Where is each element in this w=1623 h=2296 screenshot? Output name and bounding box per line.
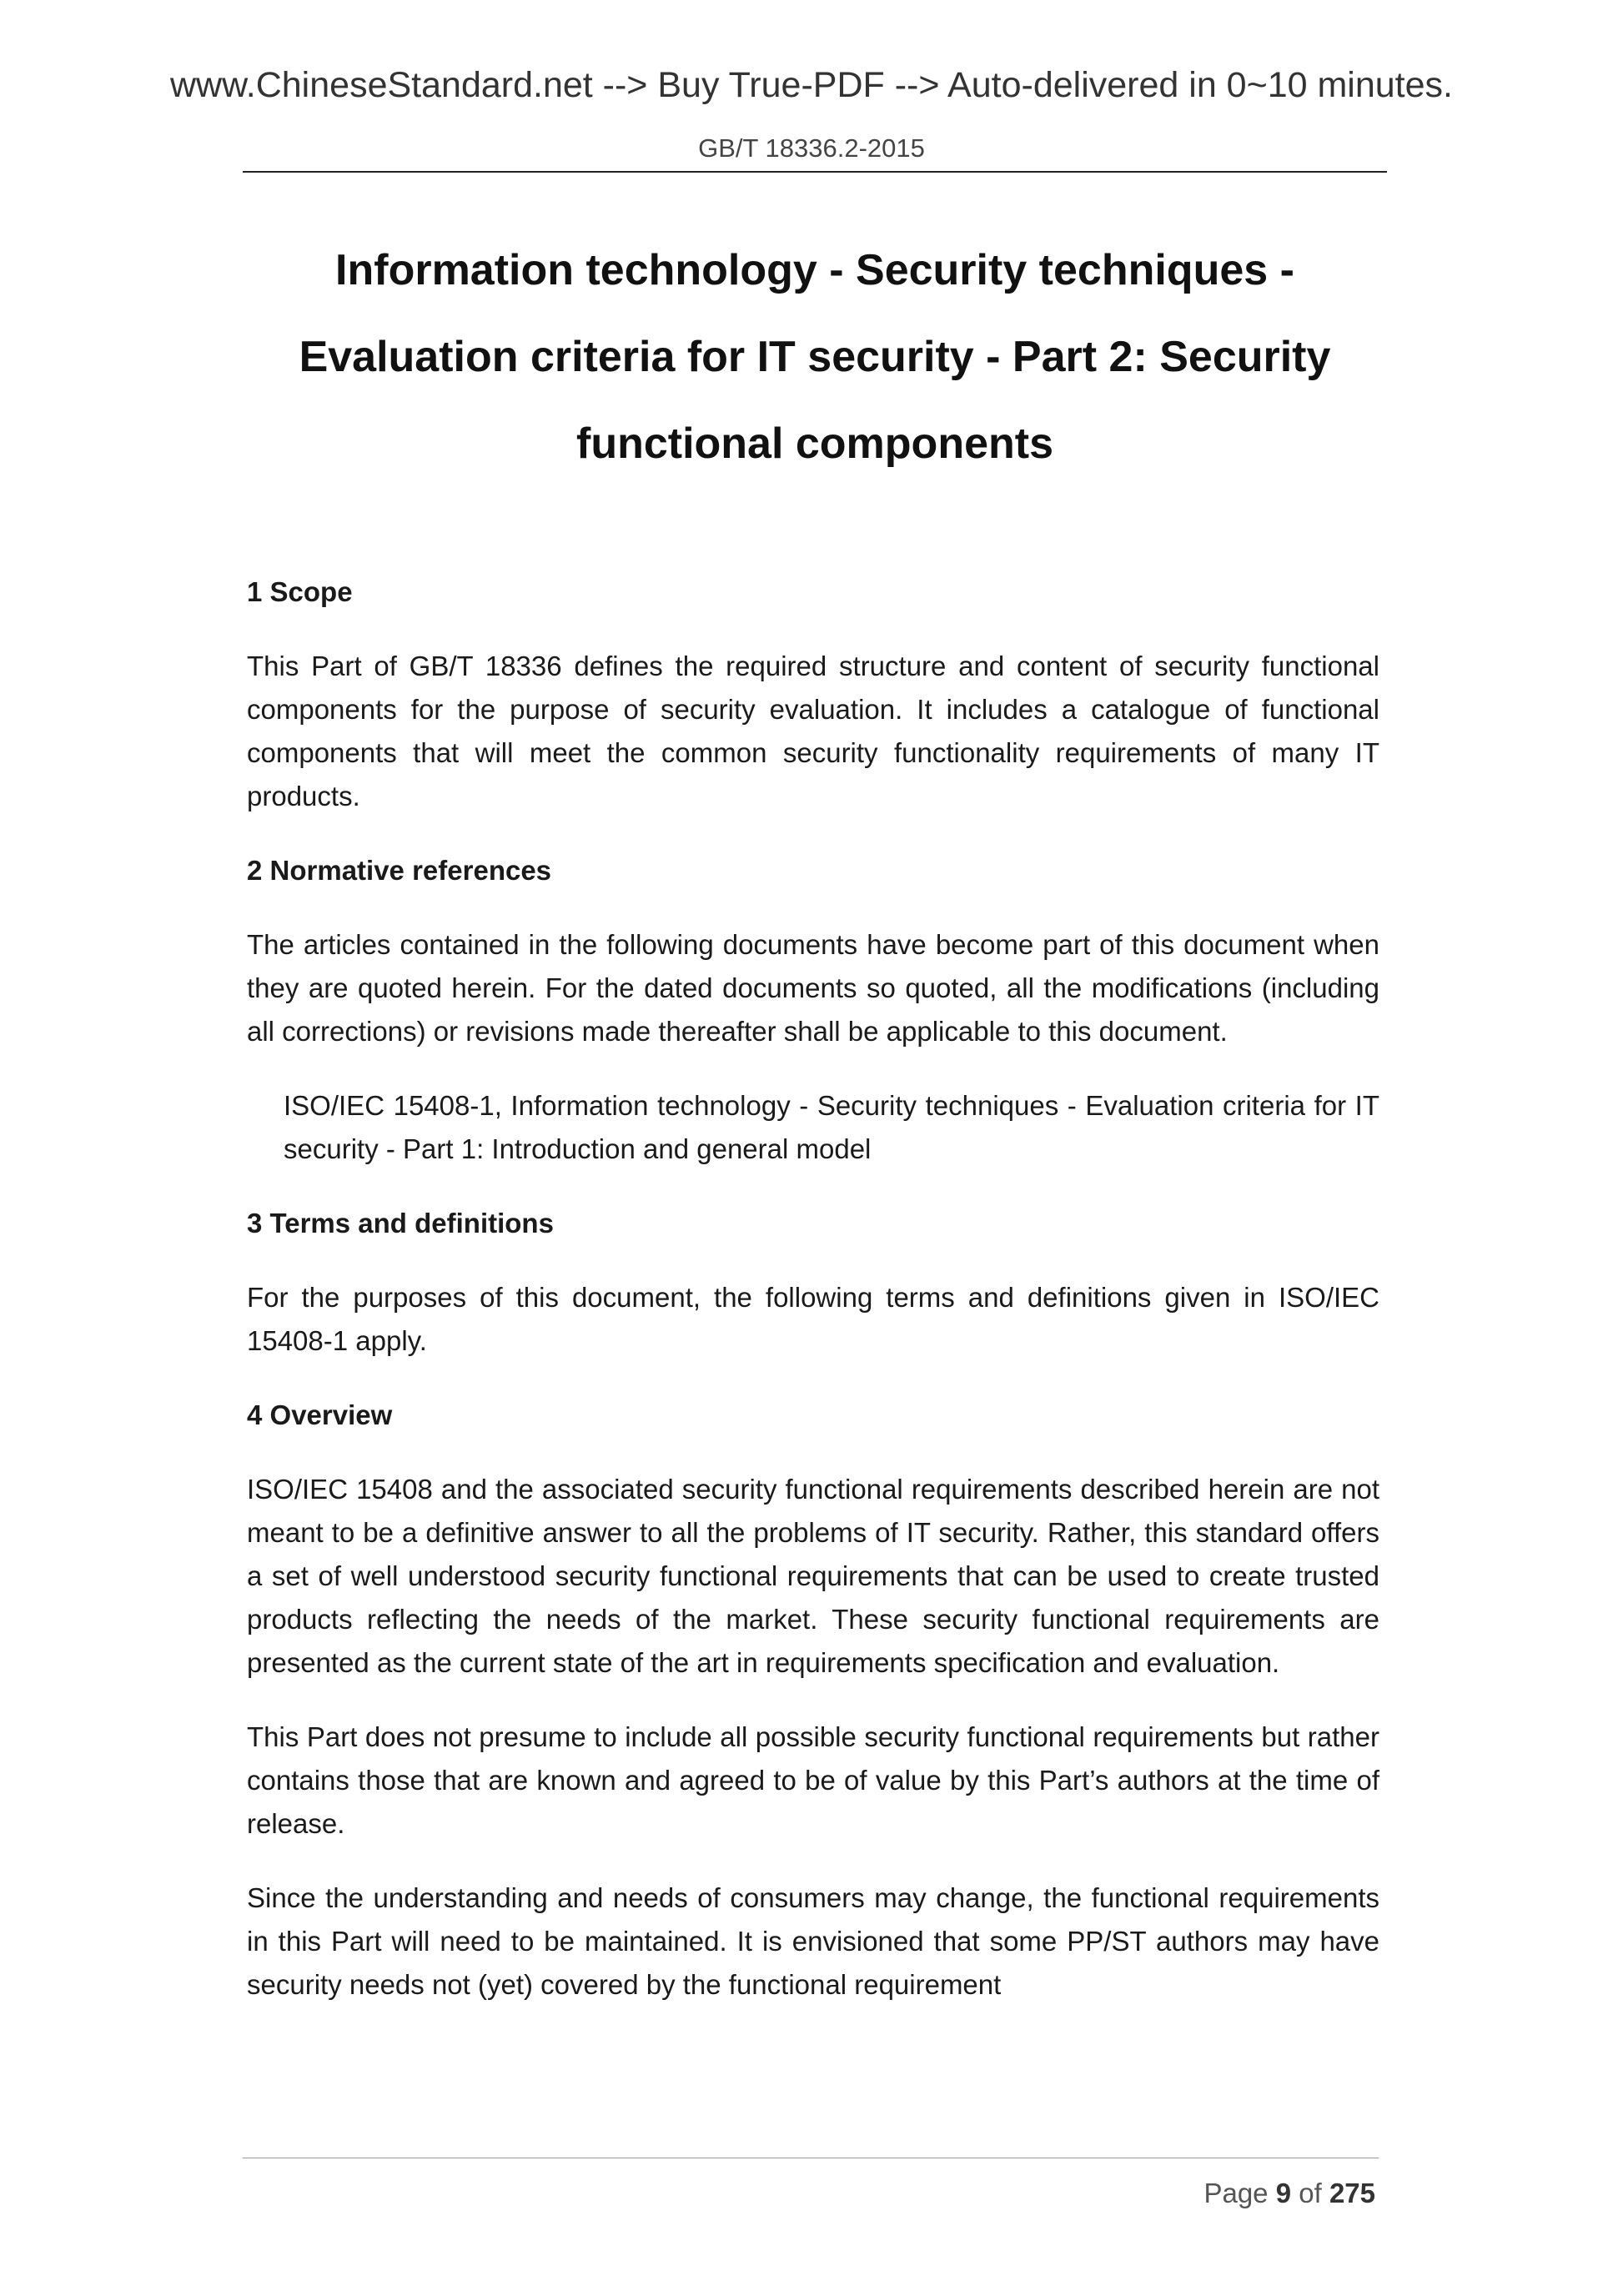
section-heading-normative-references: 2 Normative references [247,855,552,886]
page-total: 275 [1329,2178,1375,2208]
overview-paragraph-2: This Part does not presume to include all possible security functional requirements but rather contains those that are known and agreed to be of value by this Part’s authors at the time of release. [247,1721,1379,1839]
normative-reference-item: ISO/IEC 15408-1, Information technology - Security techniques - Evaluation criteria for IT security - Part 1: Introduction and general model [284,1090,1379,1164]
of-word: of [1299,2178,1322,2208]
normative-paragraph: The articles contained in the following documents have become part of this document when they are quoted herein. For the dated documents so quoted, all the modifications (including all corrections) or revisions made thereafter shall be applicable to this document. [247,929,1379,1047]
section-heading-scope: 1 Scope [247,576,353,607]
overview-paragraph-3: Since the understanding and needs of consumers may change, the functional requirements in this Part will need to be maintained. It is envisioned that some PP/ST authors may have security needs not (yet) covered by the functional requirement [247,1882,1379,2000]
document-title: Information technology - Security techniques - Evaluation criteria for IT security - Part 2: Security functional components [299,246,1331,468]
distributor-banner: www.ChineseStandard.net --> Buy True-PDF --> Auto-delivered in 0~10 minutes. [169,65,1453,105]
header-divider [243,171,1387,173]
page-word: Page [1203,2178,1269,2208]
page-current: 9 [1275,2178,1292,2208]
standard-code: GB/T 18336.2-2015 [698,133,925,163]
scope-paragraph: This Part of GB/T 18336 defines the required structure and content of security functional components for the purpose of security evaluation. It includes a catalogue of functional components that will meet the common security functionality requirements of many IT products. [247,651,1379,811]
overview-paragraph-1: ISO/IEC 15408 and the associated security functional requirements described herein are not meant to be a definitive answer to all the problems of IT security. Rather, this standard offers a set of well understood security functional requirements that can be used to create trusted products reflecting the needs of the market. These security functional requirements are presented as the current state of the art in requirements specification and evaluation. [247,1474,1379,1678]
section-heading-terms: 3 Terms and definitions [247,1208,554,1238]
page-number [1203,2178,1375,2209]
terms-paragraph: For the purposes of this document, the following terms and definitions given in ISO/IEC 15408-1 apply. [247,1282,1379,1356]
document-body [247,570,1379,2037]
section-heading-overview: 4 Overview [247,1399,393,1430]
